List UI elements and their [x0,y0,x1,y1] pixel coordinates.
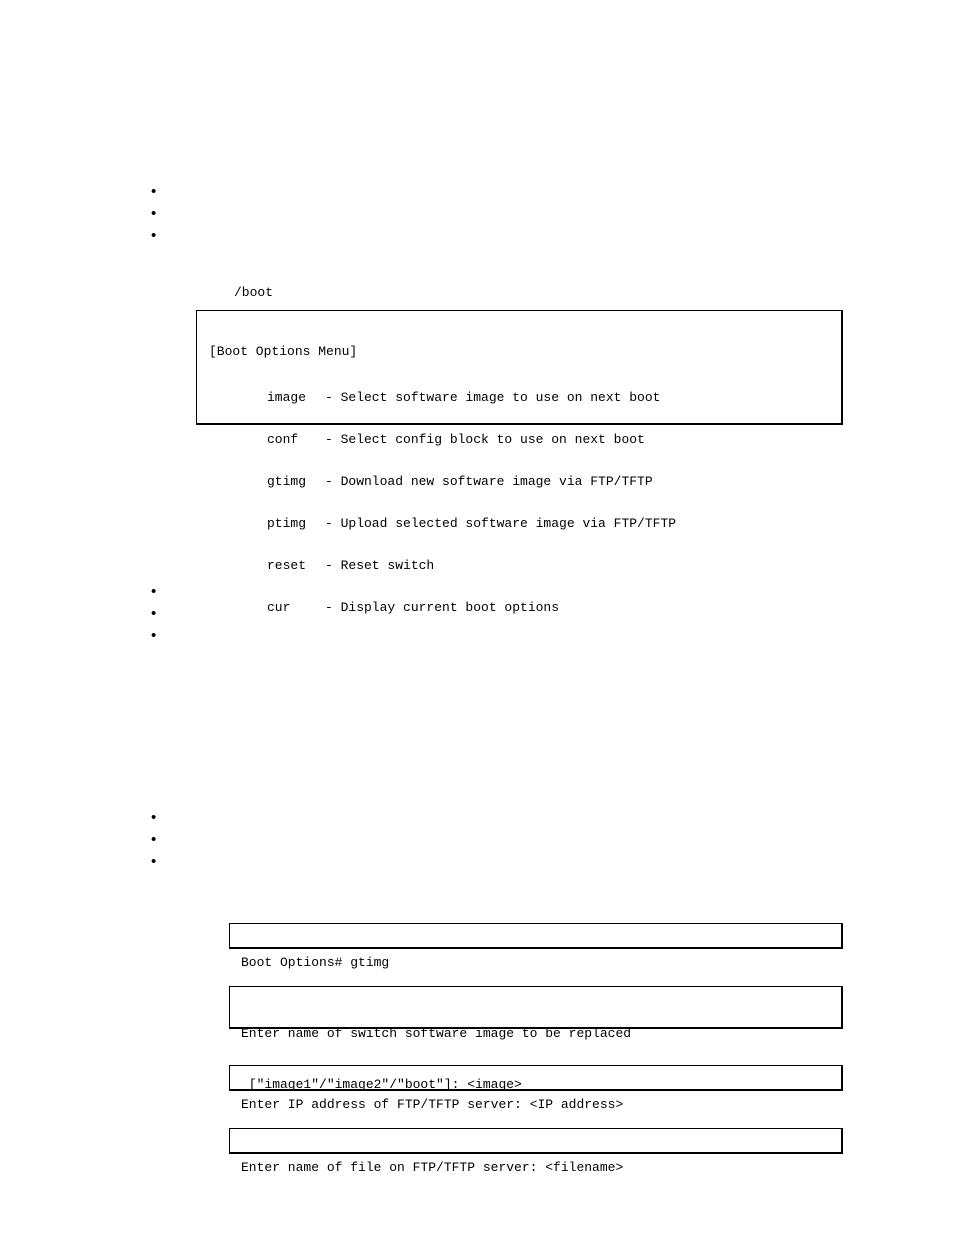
bullet-2: • [151,205,157,222]
ip-prompt-text: Enter IP address of FTP/TFTP server: <IP address> [241,1097,624,1112]
image-prompt-line-1: Enter name of switch software image to be replaced [241,1026,632,1041]
image-prompt-box [229,986,843,1092]
bullet-4: • [151,583,157,600]
bullet-3: • [151,227,157,244]
boot-options-menu-box [196,310,843,615]
menu-description: - Reset switch [325,558,435,573]
menu-command: image [267,390,307,405]
menu-command: reset [267,558,307,573]
menu-title: [Boot Options Menu] [209,344,358,359]
menu-command: cur [267,600,291,615]
menu-command: ptimg [267,516,307,531]
menu-item-conf [267,433,841,447]
filename-prompt-text: Enter name of file on FTP/TFTP server: <filename> [241,1160,624,1175]
menu-item-cur [267,601,841,615]
menu-description: - Upload selected software image via FTP/TFTP [325,516,677,531]
menu-item-reset [267,559,841,573]
menu-item-ptimg [267,517,841,531]
bullet-6: • [151,627,157,644]
image-prompt-line-2: ["image1"/"image2"/"boot"]: <image> [241,1077,522,1092]
menu-description: - Download new software image via FTP/TFTP [325,474,653,489]
gtimg-command-text: Boot Options# gtimg [241,955,390,970]
menu-item-gtimg [267,475,841,489]
menu-description: - Select config block to use on next boot [325,432,645,447]
menu-command: conf [267,432,299,447]
bullet-5: • [151,605,157,622]
menu-description: - Display current boot options [325,600,560,615]
menu-item-image [267,391,841,405]
bullet-9: • [151,853,157,870]
filename-prompt-box [229,1128,843,1175]
bullet-7: • [151,809,157,826]
gtimg-command-box [229,923,843,970]
menu-description: - Select software image to use on next boot [325,390,661,405]
ip-prompt-box [229,1065,843,1112]
boot-path-label: /boot [234,285,274,300]
bullet-8: • [151,831,157,848]
menu-command: gtimg [267,474,307,489]
bullet-1: • [151,183,157,200]
